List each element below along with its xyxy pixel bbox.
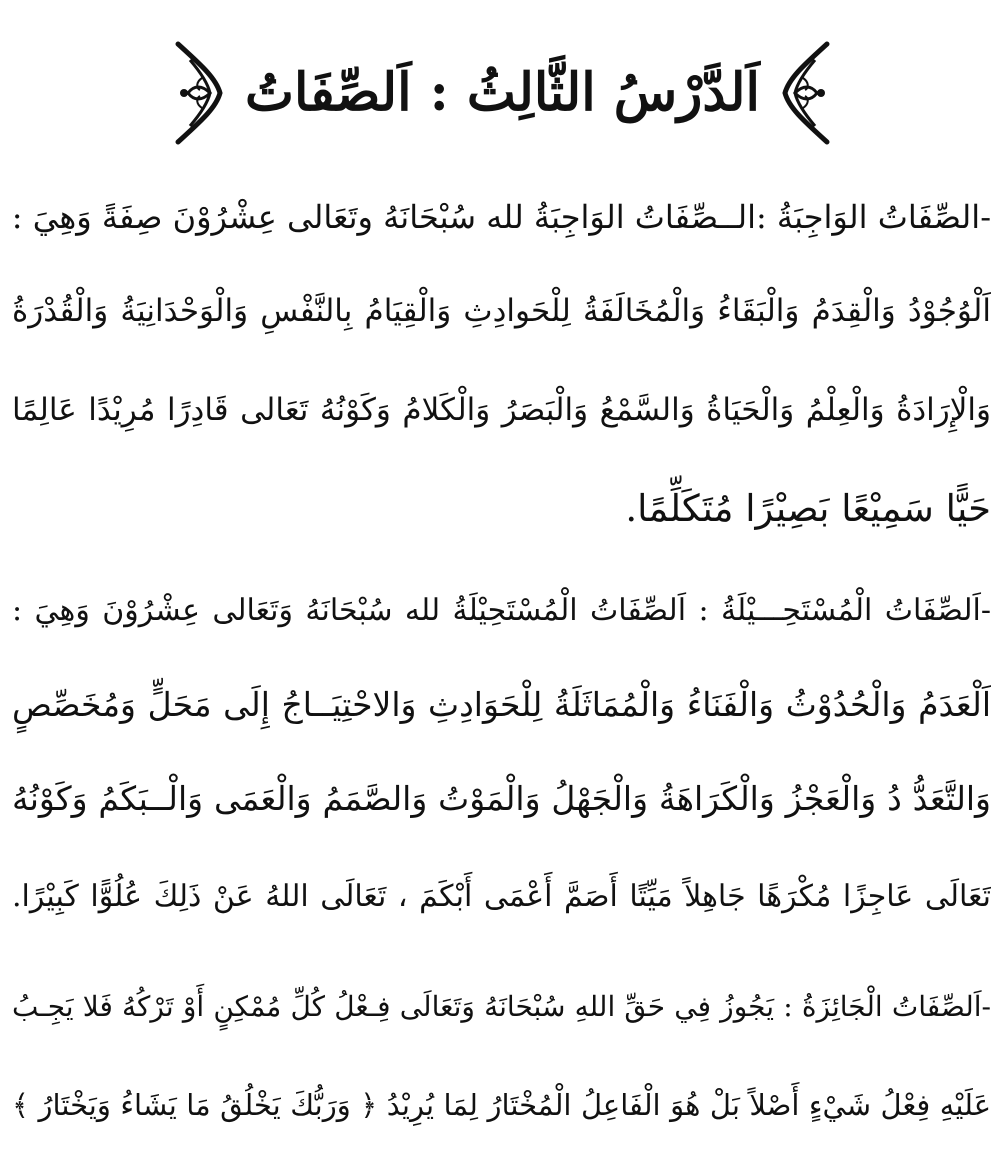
section-jaiza-line-2: عَلَيْهِ فِعْلُ شَيْءٍ أَصْلاً بَلْ هُوَ الْفَاعِلُ الْمُخْتَارُ لِمَا يُرِيْدُ ﴿ وَرَبُّكَ يَخْلُقُ مَا يَشَاءُ وَيَخْتَارُ ﴾ (12, 1088, 991, 1122)
section-wajiba-line-4: حَيًّا سَمِيْعًا بَصِيْرًا مُتَكَلِّمًا. (625, 487, 991, 530)
section-mustahila-line-3: وَالتَّعَدُّ دُ وَالْعَجْزُ وَالْكَرَاهَةُ وَالْجَهْلُ وَالْمَوْتُ وَالصَّمَمُ وَالْعَمَى وَالْــبَكَمُ وَكَوْنُهُ (12, 779, 991, 818)
section-wajiba-line-2: اَلْوُجُوْدُ وَالْقِدَمُ وَالْبَقَاءُ وَالْمُخَالَفَةُ لِلْحَوادِثِ وَالْقِيَامُ بِالنَّفْسِ وَالْوَحْدَانِيَةُ وَالْقُدْرَةُ (12, 293, 991, 329)
section-mustahila-line-4: تَعَالَى عَاجِزًا مُكْرَهًا جَاهِلاً مَيِّتًا أَصَمَّ أَعْمَى أَبْكَمَ ، تَعَالَى اللهُ عَنْ ذَلِكَ عُلُوًّا كَبِيْرًا. (12, 879, 991, 914)
ornament-bracket-icon (170, 38, 230, 148)
lesson-title-banner (170, 38, 835, 148)
section-mustahila-line-2: اَلْعَدَمُ وَالْحُدُوْثُ وَالْفَنَاءُ وَالْمُمَاثَلَةُ لِلْحَوَادِثِ وَالاحْتِيَــاجُ إِلَى مَحَلٍّ وَمُخَصِّصٍ (12, 685, 991, 724)
section-jaiza-line-1: -اَلصِّفَاتُ الْجَائِزَةُ : يَجُوزُ فِي حَقِّ اللهِ سُبْحَانَهُ وَتَعَالَى فِـعْلُ كُلِّ مُمْكِنٍ أَوْ تَرْكُهُ فَلا يَجِـبُ (12, 990, 991, 1023)
lesson-title: اَلدَّرْسُ الثَّالِثُ : اَلصِّفَاتُ (245, 62, 760, 123)
section-wajiba-line-1: -الصِّفَاتُ الوَاجِبَةُ :الــصِّفَاتُ الوَاجِبَةُ لله سُبْحَانَهُ وتَعَالى عِشْرُوْنَ صِفَةً وَهِيَ : (12, 198, 991, 236)
section-mustahila-line-1: -اَلصِّفَاتُ الْمُسْتَحِـــيْلَةُ : اَلصِّفَاتُ الْمُسْتَحِيْلَةُ لله سُبْحَانَهُ وَتَعَالى عِشْرُوْنَ وَهِيَ : (12, 593, 991, 628)
ornament-bracket-icon (775, 38, 835, 148)
section-wajiba-line-3: وَالْإِرَادَةُ وَالْعِلْمُ وَالْحَيَاةُ وَالسَّمْعُ وَالْبَصَرُ وَالْكَلامُ وَكَوْنُهُ تَعَالى قَادِرًا مُرِيْدًا عَالِمًا (12, 392, 991, 428)
